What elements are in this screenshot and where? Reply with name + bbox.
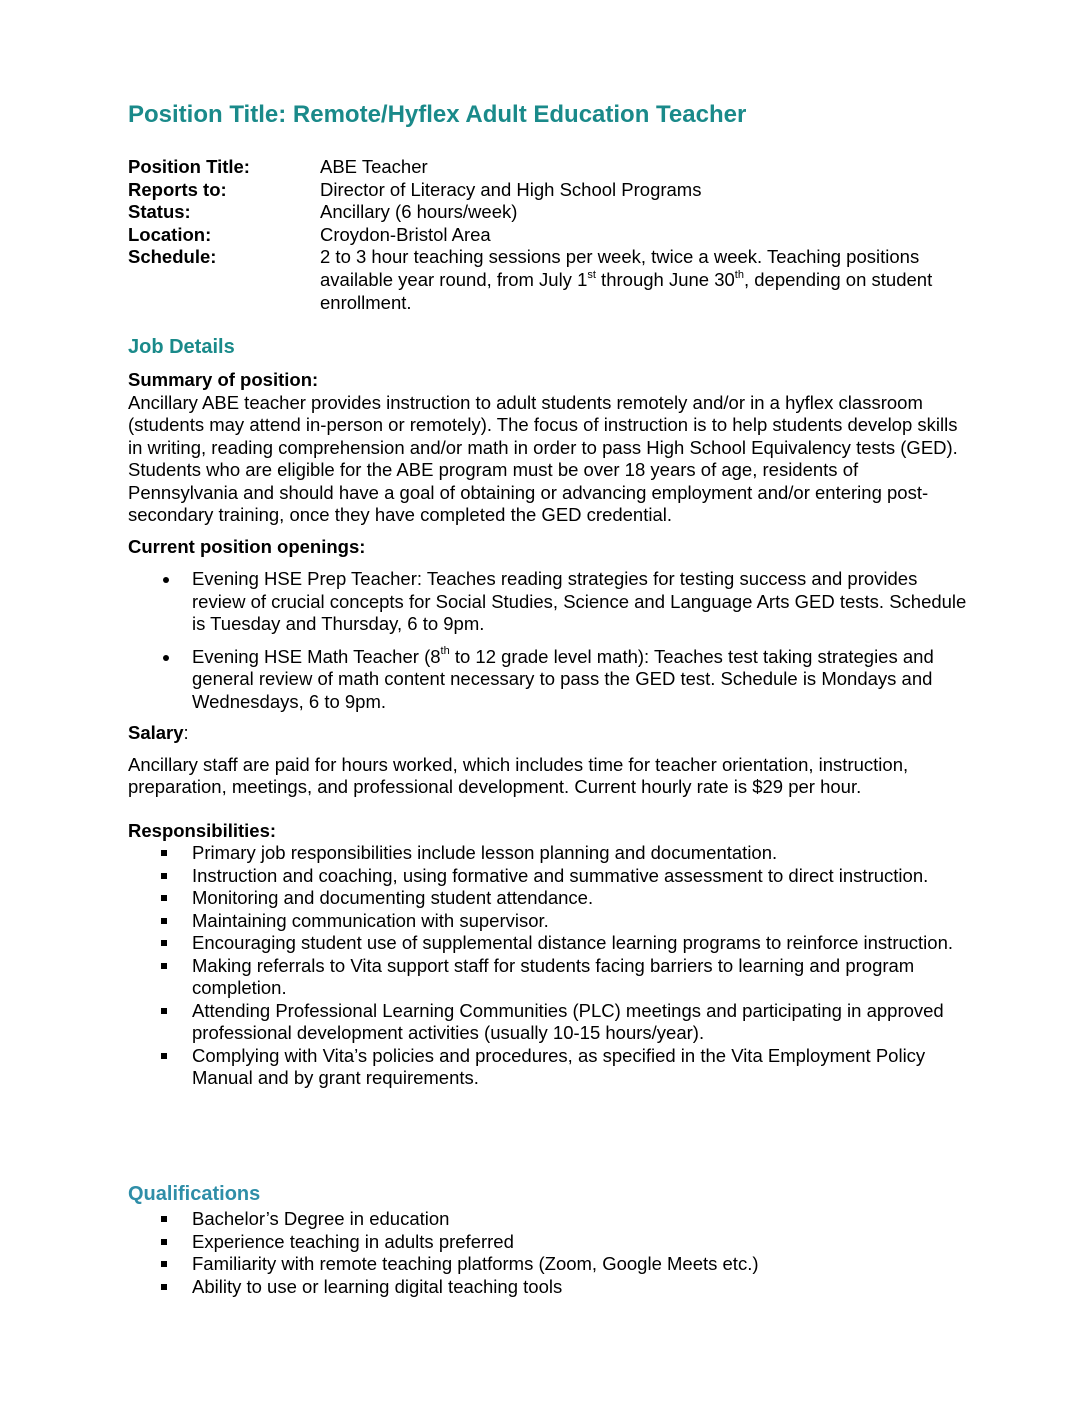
qualifications-list — [128, 1208, 968, 1298]
job-details-body — [128, 369, 968, 1090]
responsibilities-label: Responsibilities: — [128, 819, 277, 841]
opening-text-part: to 12 grade level math): Teaches test taking strategies and general review of math content necessary to pass the GED test. Schedule is Mondays and Wednesdays, 6 to 9pm. — [192, 645, 934, 712]
square-bullet-icon — [161, 1261, 167, 1267]
salary-colon: : — [183, 722, 189, 743]
list-item — [128, 1231, 968, 1254]
list-item — [128, 1276, 968, 1299]
square-bullet-icon — [161, 873, 167, 879]
summary-label: Summary of position: — [128, 369, 319, 390]
list-item — [128, 955, 968, 1000]
info-value: Director of Literacy and High School Programs — [320, 178, 702, 200]
list-item — [128, 1208, 968, 1231]
info-label: Location: — [128, 223, 212, 245]
list-item — [128, 646, 968, 714]
square-bullet-icon — [161, 850, 167, 856]
square-bullet-icon — [161, 918, 167, 924]
opening-text-part: Evening HSE Math Teacher (8 — [192, 645, 441, 667]
responsibility-text: Encouraging student use of supplemental distance learning programs to reinforce instruction. — [192, 932, 953, 953]
schedule-text-part: 2 to 3 hour teaching sessions per week, twice a week. Teaching positions available year round, from July 1 — [320, 246, 920, 290]
job-details-heading: Job Details — [128, 336, 235, 358]
list-item — [128, 932, 968, 955]
responsibility-text: Complying with Vita’s policies and procedures, as specified in the Vita Employment Policy Manual and by grant requirements. — [192, 1044, 926, 1088]
superscript: th — [734, 268, 744, 281]
responsibilities-list — [128, 842, 968, 1090]
openings-label: Current position openings: — [128, 535, 366, 557]
info-value: Ancillary (6 hours/week) — [320, 201, 518, 223]
list-item — [128, 1000, 968, 1045]
responsibility-text: Primary job responsibilities include lesson planning and documentation. — [192, 842, 778, 863]
square-bullet-icon — [161, 1284, 167, 1290]
square-bullet-icon — [161, 940, 167, 946]
bullet-icon — [163, 655, 169, 661]
position-info-table — [128, 156, 968, 314]
schedule-text-part: , depending on student enrollment. — [320, 268, 933, 313]
responsibility-text: Maintaining communication with supervisor. — [192, 909, 549, 931]
list-item — [128, 1045, 968, 1090]
openings-list — [128, 568, 968, 713]
info-row-status — [128, 201, 968, 224]
schedule-text — [320, 246, 968, 314]
list-item — [128, 865, 968, 888]
list-item — [128, 842, 968, 865]
square-bullet-icon — [161, 1216, 167, 1222]
info-label: Position Title: — [128, 156, 250, 177]
info-row-schedule — [128, 246, 968, 314]
info-row-reports-to — [128, 179, 968, 202]
responsibility-text: Attending Professional Learning Communities (PLC) meetings and participating in approved professional development activities (usually 10-15 hours/year). — [192, 999, 944, 1043]
qualifications-body — [128, 1208, 968, 1298]
info-label: Schedule: — [128, 246, 217, 268]
square-bullet-icon — [161, 1053, 167, 1059]
bullet-icon — [163, 577, 169, 583]
info-label: Status: — [128, 201, 191, 223]
info-row-location — [128, 224, 968, 247]
page-title: Position Title: Remote/Hyflex Adult Education Teacher — [128, 101, 747, 128]
opening-text: Evening HSE Prep Teacher: Teaches reading strategies for testing success and provides review of crucial concepts for Social Studies, Science and Language Arts GED tests. Schedule is Tuesday and Thursday, 6 to 9pm. — [192, 568, 967, 634]
schedule-text-part: through June 30 — [595, 268, 735, 290]
salary-text: Ancillary staff are paid for hours worked, which includes time for teacher orientation, instruction, preparation, meetings, and professional development. Current hourly rate is $29 per hour. — [128, 753, 909, 797]
responsibility-text: Instruction and coaching, using formative and summative assessment to direct instruction. — [192, 864, 929, 886]
info-value: Croydon-Bristol Area — [320, 223, 491, 245]
qualification-text: Experience teaching in adults preferred — [192, 1230, 514, 1252]
salary-label: Salary — [128, 722, 184, 743]
list-item — [128, 887, 968, 910]
responsibility-text: Monitoring and documenting student attendance. — [192, 887, 594, 908]
square-bullet-icon — [161, 1008, 167, 1014]
qualification-text: Familiarity with remote teaching platforms (Zoom, Google Meets etc.) — [192, 1253, 759, 1274]
superscript: th — [440, 645, 450, 658]
summary-text: Ancillary ABE teacher provides instruction to adult students remotely and/or in a hyflex classroom (students may attend in-person or remotely). The focus of instruction is to help students develop skills in writing, reading comprehension and/or math in order to pass High School Equivalency tests (GED). Students who are eligible for the ABE program must be over 18 years of age, residents of Pennsylvania and should have a goal of obtaining or advancing employment and/or entering post-secondary training, once they have completed the GED credential. — [128, 391, 958, 525]
info-label: Reports to: — [128, 178, 227, 200]
info-row-position-title — [128, 156, 968, 179]
square-bullet-icon — [161, 963, 167, 969]
info-value: ABE Teacher — [320, 156, 428, 177]
square-bullet-icon — [161, 1239, 167, 1245]
superscript: st — [587, 268, 596, 281]
qualification-text: Ability to use or learning digital teaching tools — [192, 1275, 563, 1297]
responsibility-text: Making referrals to Vita support staff for students facing barriers to learning and program completion. — [192, 954, 915, 998]
qualifications-heading: Qualifications — [128, 1183, 261, 1205]
square-bullet-icon — [161, 895, 167, 901]
qualification-text: Bachelor’s Degree in education — [192, 1208, 450, 1229]
list-item — [128, 910, 968, 933]
salary-heading — [128, 722, 968, 745]
list-item — [128, 1253, 968, 1276]
list-item — [128, 568, 968, 636]
